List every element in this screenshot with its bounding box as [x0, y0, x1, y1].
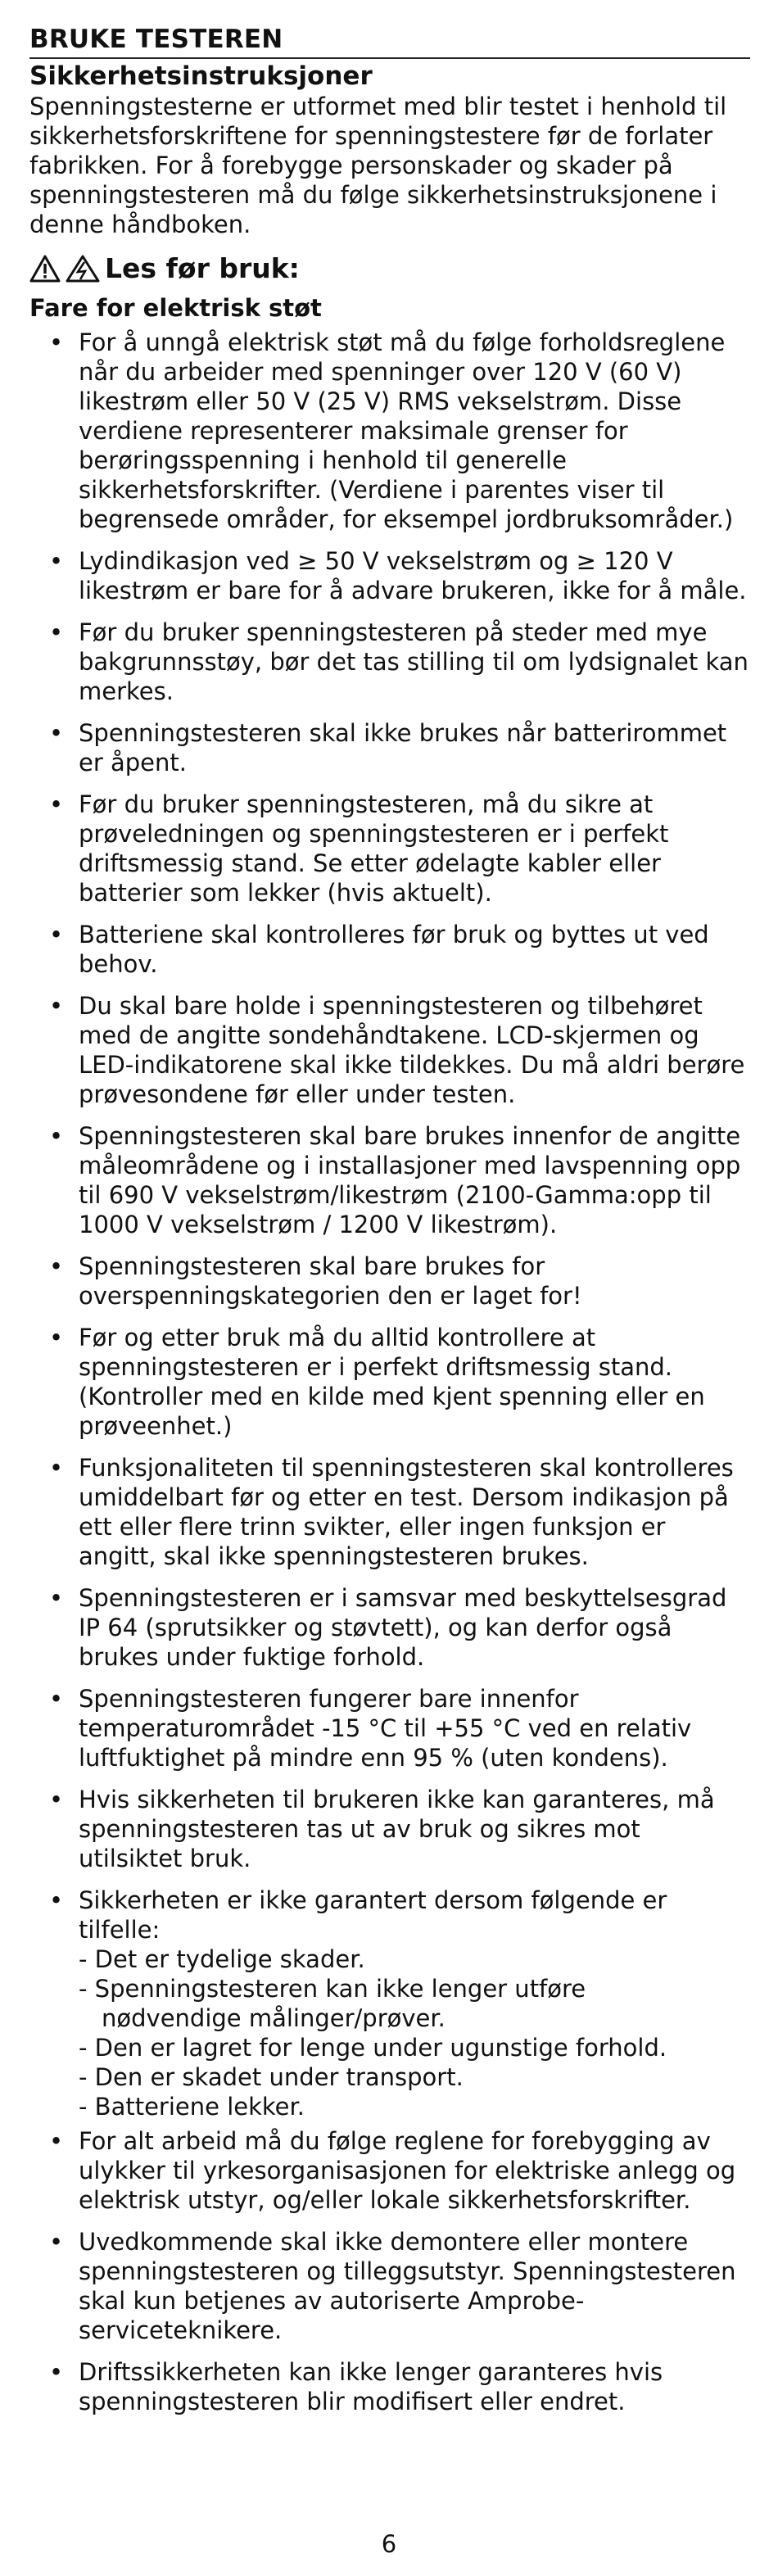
bullet: • [49, 790, 64, 818]
list-item [29, 1684, 750, 1772]
bullet: • [49, 1324, 64, 1351]
bullet: • [49, 1252, 64, 1280]
manual-page [29, 23, 750, 2429]
list-item [29, 618, 750, 706]
bullet: • [49, 921, 64, 948]
list-item-text: Før du bruker spenningstesteren på steder med mye bakgrunnsstøy, bør det tas stilling til om lydsignalet kan merkes. [79, 618, 749, 705]
bullet: • [49, 2127, 64, 2155]
conditions-sublist [79, 1944, 750, 2121]
warning-heading [29, 251, 750, 287]
list-item-text: Du skal bare holde i spenningstesteren og tilbehøret med de angitte sondehåndtakene. LCD-skjermen og LED-indikatorene skal ikke tildekkes. Du må aldri berøre prøvesondene før eller under testen. [79, 992, 745, 1108]
warning-triangle-icon [29, 255, 61, 283]
list-item [29, 1252, 750, 1311]
list-item [29, 328, 750, 534]
condition-line: - Det er tydelige skader. [79, 1945, 365, 1973]
bullet: • [49, 1584, 64, 1612]
list-item-text: Hvis sikkerheten til brukeren ikke kan garanteres, må spenningstesteren tas ut av bruk og sikres mot utilsiktet bruk. [79, 1786, 715, 1872]
list-item-text: Driftssikkerheten kan ikke lenger garanteres hvis spenningstesteren blir modifisert eller endret. [79, 2358, 663, 2415]
list-item-text: Før du bruker spenningstesteren, må du sikre at prøveledningen og spenningstesteren er i perfekt driftsmessig stand. Se etter ødelagte kabler eller batterier som lekker (hvis aktuelt). [79, 790, 669, 907]
list-item [29, 1583, 750, 1672]
warning-heading-label: Les før bruk: [105, 252, 300, 284]
list-item-text: Funksjonaliteten til spenningstesteren skal kontrolleres umiddelbart før og etter en test. Dersom indikasjon på ett eller flere trinn svikter, eller ingen funksjon er angitt, skal ikke spenningstesteren brukes. [79, 1454, 734, 1570]
bullet: • [49, 1454, 64, 1482]
list-item [29, 790, 750, 908]
condition-line: nødvendige målinger/prøver. [102, 2004, 446, 2032]
list-item [29, 1785, 750, 1873]
list-item [29, 991, 750, 1109]
bullet: • [49, 1122, 64, 1150]
list-item-text: Uvedkommende skal ikke demontere eller montere spenningstesteren og tilleggsutstyr. Spenningstesteren skal kun betjenes av autoriserte Amprobe-serviceteknikere. [79, 2228, 736, 2344]
bullet: • [49, 719, 64, 747]
bullet: • [49, 618, 64, 646]
danger-heading: Fare for elektrisk støt [29, 294, 322, 322]
warning-triangle-icon [66, 255, 100, 283]
list-item-text: For å unngå elektrisk støt må du følge forholdsreglene når du arbeider med spenninger over 120 V (60 V) likestrøm eller 50 V (25 V) RMS vekselstrøm. Disse verdiene representerer maksimale grenser for berøringsspenning i henhold til generelle sikkerhetsforskrifter. (Verdiene i parentes viser til begrensede områder, for eksempel jordbruksområder.) [79, 328, 734, 533]
bullet: • [49, 547, 64, 575]
list-item [29, 1121, 750, 1239]
conditions-lead: Sikkerheten er ikke garantert dersom følgende er tilfelle: [79, 1886, 667, 1944]
list-item-text: For alt arbeid må du følge reglene for forebygging av ulykker til yrkesorganisasjonen for elektriske anlegg og elektrisk utstyr, og/eller lokale sikkerhetsforskrifter. [79, 2127, 736, 2214]
page-number: 6 [381, 2530, 397, 2558]
condition-line: - Den er lagret for lenge under ugunstige forhold. [79, 2034, 667, 2062]
condition-line: - Den er skadet under transport. [79, 2063, 464, 2091]
list-item-text: Spenningstesteren skal ikke brukes når batterirommet er åpent. [79, 719, 727, 776]
list-item-text: Spenningstesteren skal bare brukes innenfor de angitte måleområdene og i installasjoner med lavspenning opp til 690 V vekselstrøm/likestrøm (2100-Gamma:opp til 1000 V vekselstrøm / 1200 V likestrøm). [79, 1122, 741, 1238]
condition-line: - Spenningstesteren kan ikke lenger utføre [79, 1975, 586, 2003]
bullet: • [49, 2358, 64, 2386]
bullet: • [49, 2228, 64, 2256]
list-item [29, 2126, 750, 2215]
list-item [29, 718, 750, 777]
bullet: • [49, 992, 64, 1020]
list-item-text: Før og etter bruk må du alltid kontrollere at spenningstesteren er i perfekt driftsmessig stand. (Kontroller med en kilde med kjent spenning eller en prøveenhet.) [79, 1324, 705, 1440]
title-rule [29, 57, 750, 59]
bullet: • [49, 1786, 64, 1813]
section-title: BRUKE TESTEREN [29, 25, 283, 54]
list-item [29, 920, 750, 979]
bullet: • [49, 1685, 64, 1713]
list-item [29, 2357, 750, 2416]
condition-line: - Batteriene lekker. [79, 2093, 305, 2121]
safety-list [29, 328, 750, 2416]
list-item [29, 1453, 750, 1571]
list-item-text: Spenningstesteren er i samsvar med beskyttelsesgrad IP 64 (sprutsikker og støvtett), og kan derfor også brukes under fuktige forhold. [79, 1584, 727, 1671]
bullet: • [49, 1886, 64, 1914]
list-item-text: Spenningstesteren skal bare brukes for overspenningskategorien den er laget for! [79, 1252, 582, 1310]
bullet: • [49, 328, 64, 356]
list-item-conditions [29, 1886, 750, 2121]
list-item [29, 1323, 750, 1441]
list-item-text: Batteriene skal kontrolleres før bruk og byttes ut ved behov. [79, 921, 709, 978]
list-item [29, 546, 750, 605]
subsection-title: Sikkerhetsinstruksjoner [29, 61, 373, 91]
intro-paragraph: Spenningstesterne er utformet med blir testet i henhold til sikkerhetsforskriftene for spenningstestere før de forlater fabrikken. For å forebygge personskader og skader på spenningstesteren må du følge sikkerhetsinstruksjonene i denne håndboken. [29, 93, 727, 238]
list-item [29, 2227, 750, 2345]
list-item-text: Spenningstesteren fungerer bare innenfor temperaturområdet -15 °C til +55 °C ved en relativ luftfuktighet på mindre enn 95 % (uten kondens). [79, 1685, 692, 1772]
list-item-text: Lydindikasjon ved ≥ 50 V vekselstrøm og ≥ 120 V likestrøm er bare for å advare brukeren, ikke for å måle. [79, 547, 747, 604]
